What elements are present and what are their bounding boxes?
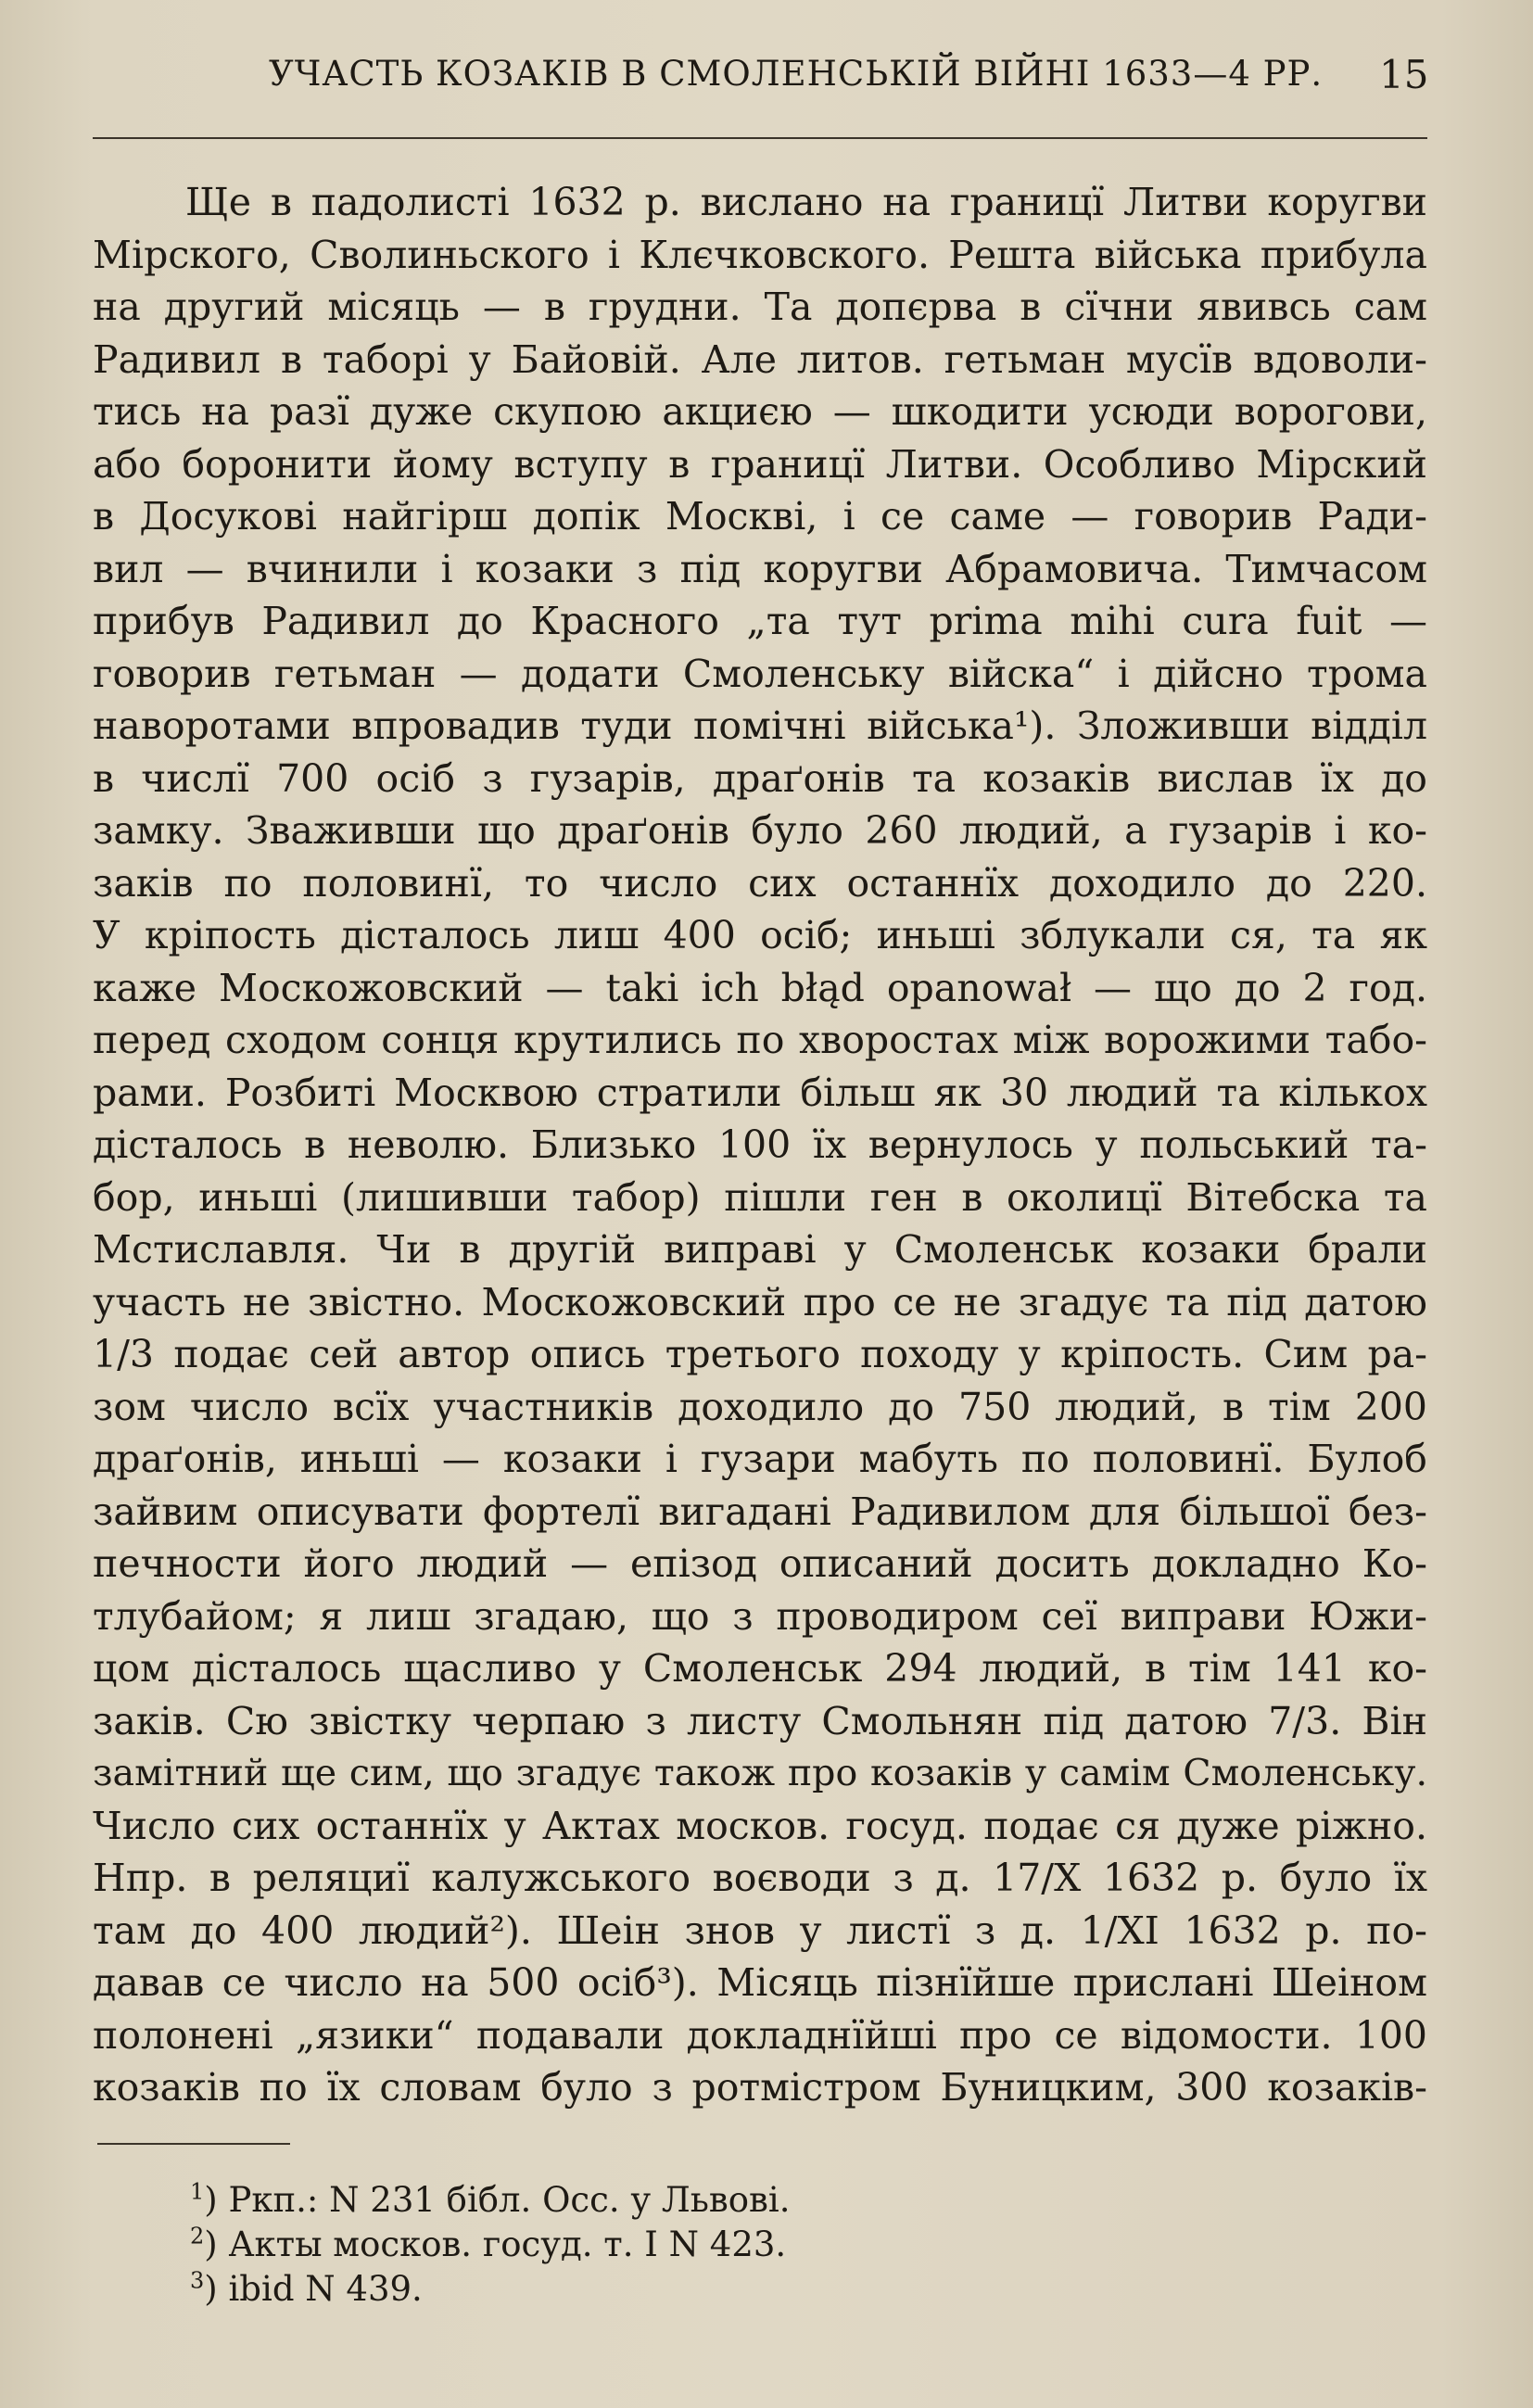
running-title: УЧАСТЬ КОЗАКІВ В СМОЛЕНСЬКІЙ ВІЙНІ 1633—4 РР. [269, 54, 1324, 94]
text-line: рами. Розбиті Москвою стратили більш як 30 людий та кількох [93, 1070, 1427, 1115]
text-line: Мстиславля. Чи в другій виправі у Смоленськ козаки брали [93, 1227, 1427, 1272]
text-line: драґонів, иньші — козаки і гузари мабуть по половинї. Булоб [93, 1437, 1427, 1481]
text-line: на другий місяць — в грудни. Та допєрва в сїчни явивсь сам [93, 285, 1427, 329]
text-line: Мірского, Сволиньского і Клєчковского. Решта війська прибула [93, 232, 1427, 277]
text-line: наворотами впровадив туди помічні війська¹). Зложивши відділ [93, 703, 1427, 748]
text-line: цом дісталось щасливо у Смоленськ 294 людий, в тім 141 ко- [93, 1646, 1427, 1691]
text-line: заків по половинї, то число сих останнїх доходило до 220. [93, 860, 1427, 906]
text-line: дісталось в неволю. Близько 100 їх вернулось у польський та- [93, 1122, 1427, 1167]
text-line: Ще в падолисті 1632 р. вислано на границї Литви коругви [185, 180, 1427, 224]
footnote-mark: 2 [190, 2223, 205, 2250]
footnotes [190, 2178, 1302, 2312]
text-line: замітний ще сим, що згадує також про козаків у самім Смоленську. [93, 1752, 1427, 1794]
footnote-text: ) ibid N 439. [204, 2269, 423, 2309]
text-line: або боронити йому вступу в границї Литви. Особливо Мірский [93, 441, 1427, 487]
text-line: прибув Радивил до Красного „та тут prima mihi cura fuit — [93, 599, 1427, 643]
body-text [93, 176, 1427, 2114]
text-line: в числї 700 осіб з гузарів, драґонів та козаків вислав їх до [93, 755, 1427, 801]
footnote-text: ) Ркп.: N 231 бібл. Осс. у Львові. [204, 2180, 791, 2220]
text-line: тись на разї дуже скупою акциєю — шкодити усюди ворогови, [93, 389, 1427, 434]
text-line: говорив гетьман — додати Смоленську війска“ і дійсно трома [93, 651, 1427, 696]
footnote-mark: 3 [190, 2267, 205, 2294]
text-line: давав се число на 500 осіб³). Місяць пізнїйше прислані Шеіном [93, 1960, 1427, 2005]
text-line: Нпр. в реляциї калужського воєводи з д. 17/X 1632 р. було їх [93, 1856, 1427, 1900]
text-line: Радивил в таборі у Байовій. Але литов. гетьман мусїв вдоволи- [93, 336, 1427, 382]
text-line: печности його людий — епізод описаний досить докладно Ко- [93, 1541, 1427, 1586]
text-line: бор, иньші (лишивши табор) пішли ген в околицї Вітебска та [93, 1174, 1427, 1220]
footnote-rule [97, 2143, 290, 2145]
footnote [190, 2223, 1302, 2267]
text-line: тлубайом; я лиш згадаю, що з проводиром сеї виправи Южи- [93, 1593, 1427, 1639]
text-line: заків. Сю звістку черпаю з листу Смольнян під датою 7/3. Він [93, 1698, 1427, 1743]
text-line: зайвим описувати фортелї вигадані Радивилом для більшої без- [93, 1489, 1427, 1534]
text-line: зом число всїх участників доходило до 750 людий, в тім 200 [93, 1384, 1427, 1429]
text-line: каже Москожовский — taki ich błąd opanował — що до 2 год. [93, 965, 1427, 1010]
text-line: полонені „язики“ подавали докладнїйші про се відомости. 100 [93, 2012, 1427, 2058]
text-line: участь не звістно. Москожовский про се не згадує та під датою [93, 1279, 1427, 1324]
footnote [190, 2178, 1302, 2223]
footnote-mark: 1 [190, 2178, 205, 2205]
page-number: 15 [1379, 52, 1429, 97]
text-line: козаків по їх словам було з ротмістром Буницким, 300 козаків- [93, 2065, 1427, 2110]
footnote [190, 2267, 1302, 2312]
text-line: в Досукові найгірш допік Москві, і се саме — говорив Ради- [93, 494, 1427, 539]
text-line: У кріпость дісталось лиш 400 осіб; иньші зблукали ся, та як [93, 913, 1427, 957]
text-line: вил — вчинили і козаки з під коругви Абрамовича. Тимчасом [93, 546, 1427, 591]
text-line: там до 400 людий²). Шеін знов у листї з д. 1/XI 1632 р. по- [93, 1907, 1427, 1953]
text-line: 1/3 подає сей автор опись третього походу у кріпость. Сим ра- [93, 1332, 1427, 1376]
text-line: перед сходом сонця крутились по хворостах між ворожими табо- [93, 1018, 1427, 1062]
text-line: замку. Зваживши що драґонів було 260 людий, а гузарів і ко- [93, 808, 1427, 853]
header-rule [93, 137, 1427, 139]
text-line: Число сих останнїх у Актах москов. госуд. подає ся дуже ріжно. [93, 1803, 1427, 1848]
footnote-text: ) Акты москов. госуд. т. I N 423. [204, 2224, 787, 2264]
